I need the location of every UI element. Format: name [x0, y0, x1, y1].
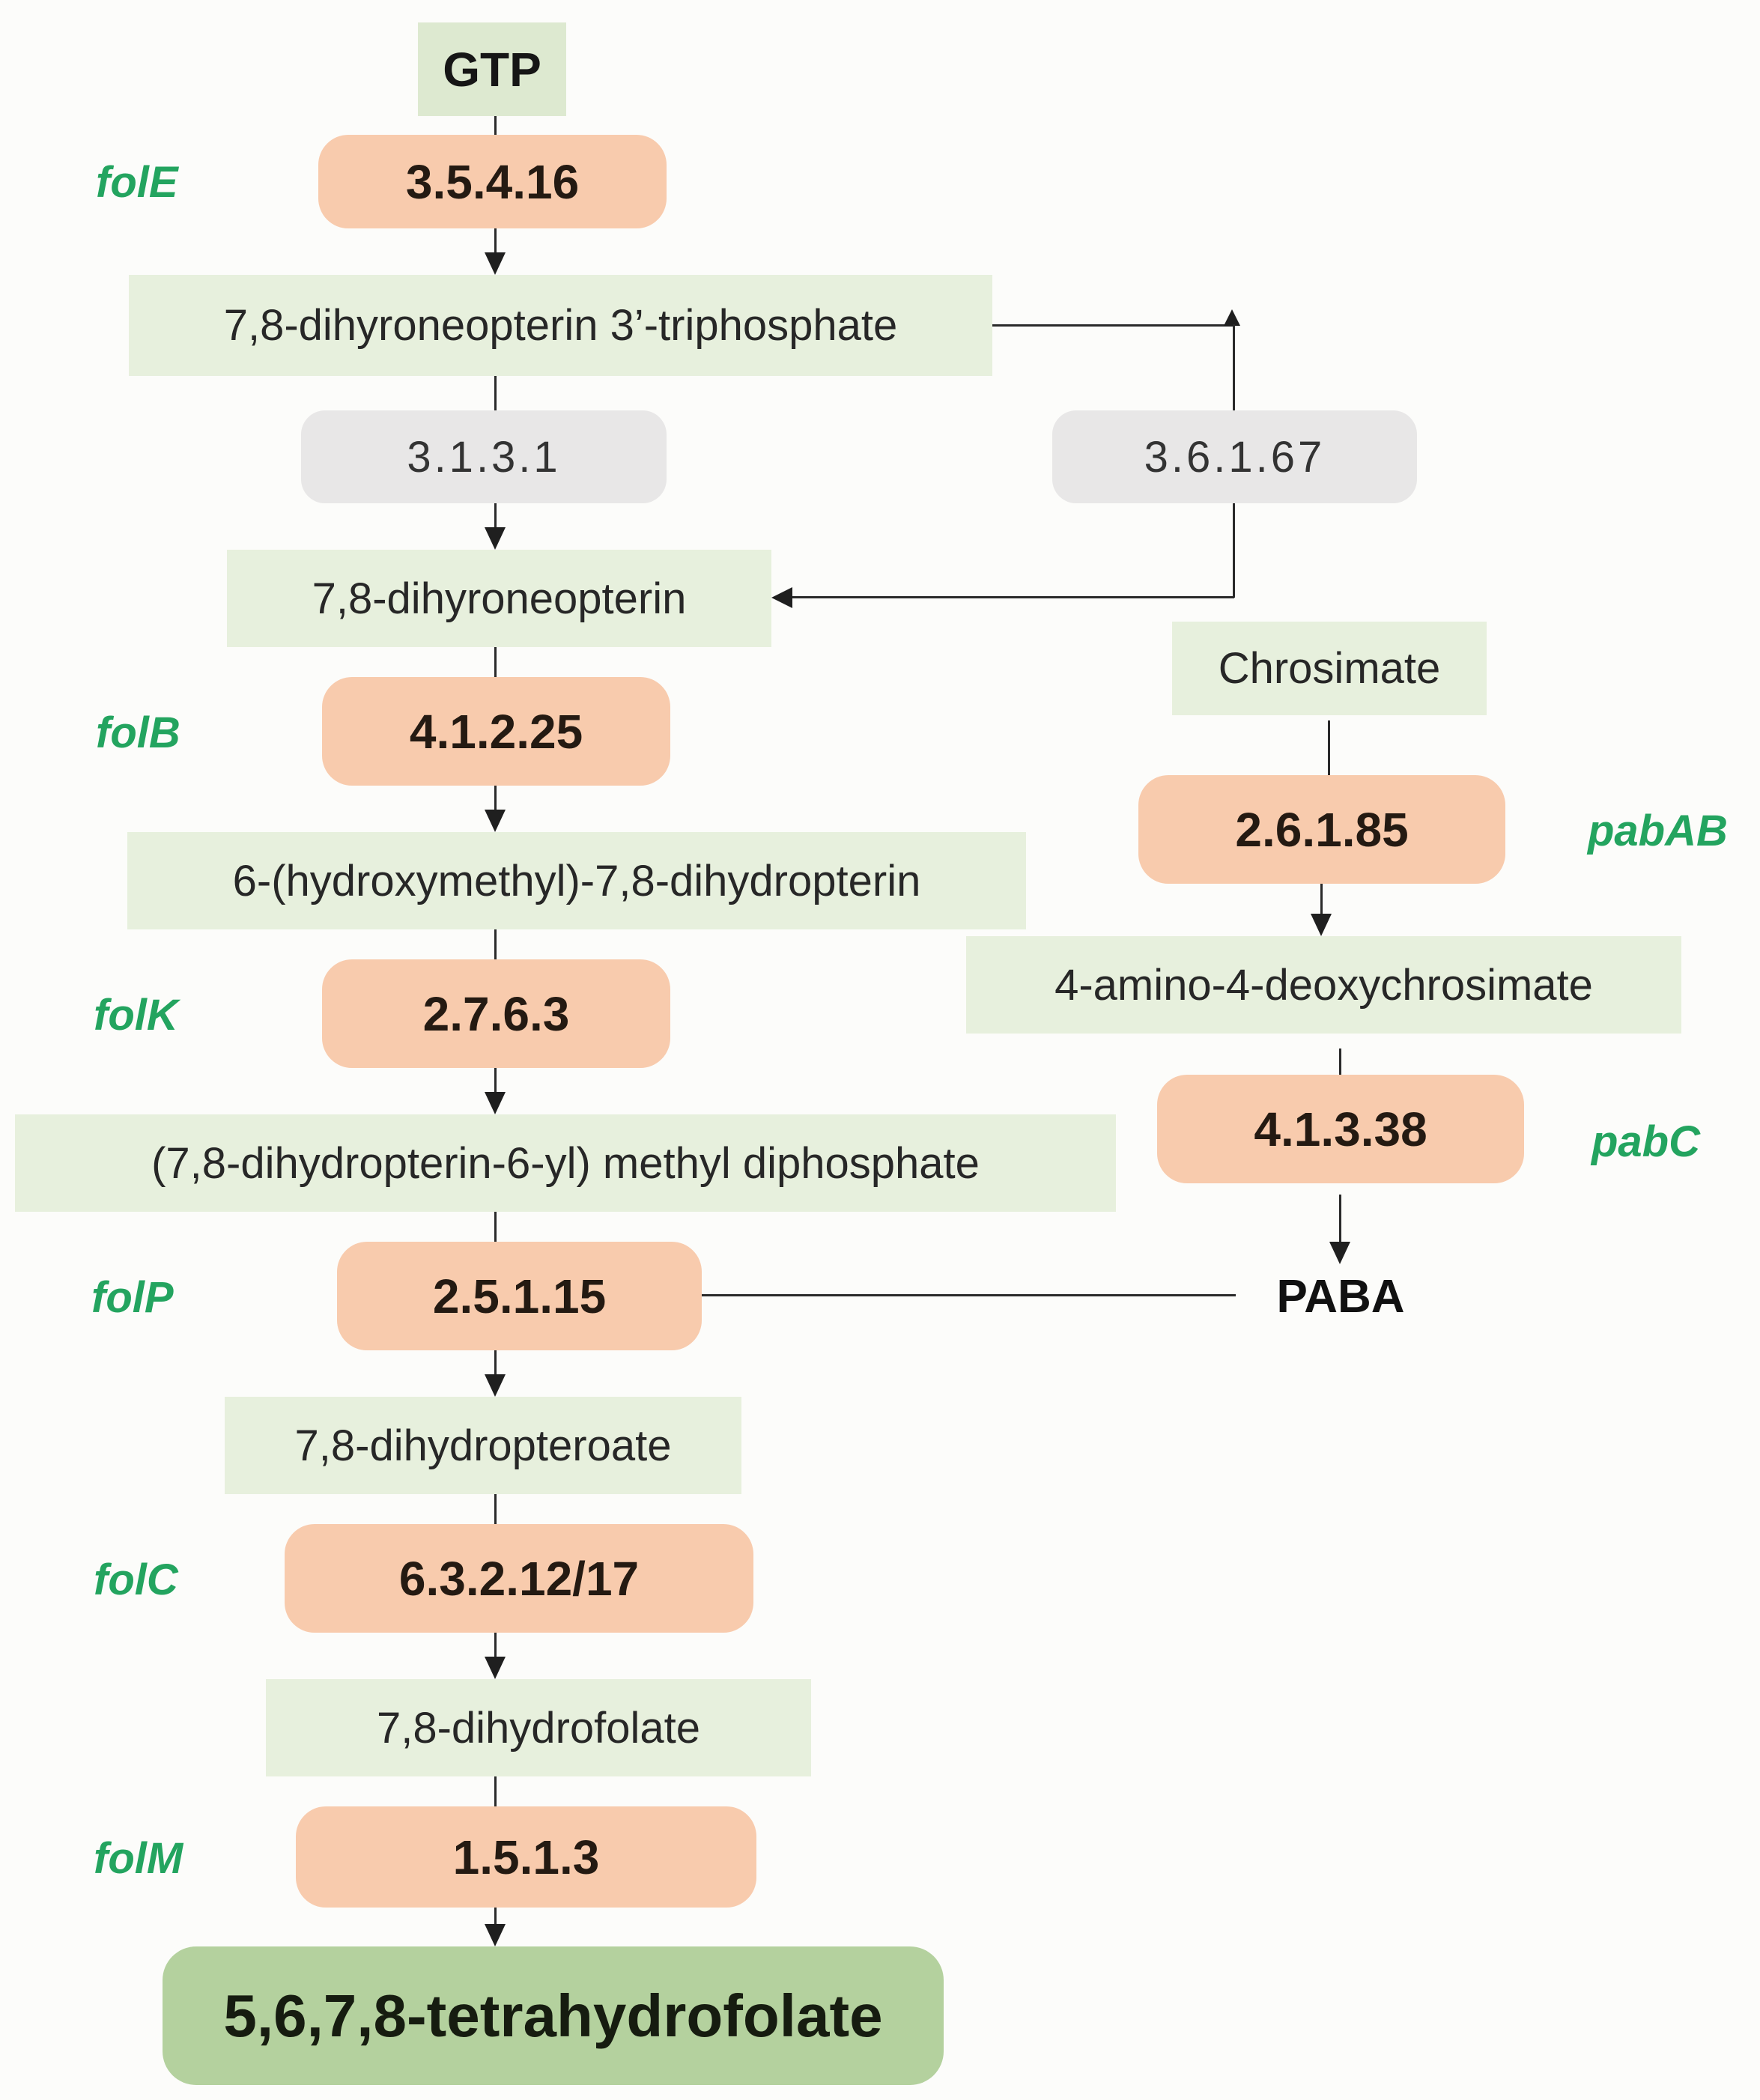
arrow-ec3-5-4-16-to-dhntp — [494, 228, 497, 255]
arrowhead-left-icon — [771, 587, 792, 608]
line-hmdhp-to-ec2-7-6-3 — [494, 929, 497, 959]
line-dhf-to-ec1-5-1-3 — [494, 1776, 497, 1806]
arrowhead-down-icon — [485, 252, 506, 275]
connector-ec3-6-1-67-to-dhn-horizontal — [792, 596, 1234, 598]
arrowhead-down-icon — [485, 1092, 506, 1114]
metabolite-tetrahydrofolate: 5,6,7,8-tetrahydrofolate — [163, 1946, 944, 2085]
gene-label-folK: folK — [94, 991, 178, 1040]
metabolite-chrosimate: Chrosimate — [1172, 622, 1487, 715]
gene-label-folM: folM — [94, 1834, 183, 1883]
gene-label-pabC: pabC — [1591, 1117, 1700, 1166]
arrow-ec2-6-1-85-to-adc — [1320, 884, 1323, 916]
arrowhead-down-icon — [485, 527, 506, 550]
connector-ec3-6-1-67-to-dhn-vertical — [1233, 503, 1235, 598]
gene-label-folB: folB — [96, 708, 180, 757]
arrow-ec4-1-3-38-to-paba — [1339, 1195, 1341, 1244]
enzyme-ec-2-6-1-85: 2.6.1.85 — [1138, 775, 1505, 884]
connector-paba-to-ec2-5-1-15 — [702, 1294, 1236, 1296]
metabolite-amino-deoxychrosimate: 4-amino-4-deoxychrosimate — [966, 936, 1681, 1034]
arrowhead-down-icon — [485, 1924, 506, 1946]
gene-label-pabAB: pabAB — [1588, 807, 1728, 855]
arrowhead-up-icon — [1224, 309, 1240, 326]
metabolite-paba: PABA — [1276, 1270, 1405, 1323]
arrowhead-down-icon — [485, 810, 506, 832]
line-dhp-to-ec6-3-2-12-17 — [494, 1494, 497, 1524]
metabolite-hydroxymethyl-dihydropterin: 6-(hydroxymethyl)-7,8-dihydropterin — [127, 832, 1026, 929]
metabolite-dihydrofolate: 7,8-dihydrofolate — [266, 1679, 811, 1776]
metabolite-dihydropteroate: 7,8-dihydropteroate — [225, 1397, 741, 1494]
enzyme-ec-3-5-4-16: 3.5.4.16 — [318, 135, 667, 228]
enzyme-ec-4-1-3-38: 4.1.3.38 — [1157, 1075, 1524, 1183]
line-dhpmd-to-ec2-5-1-15 — [494, 1212, 497, 1242]
arrow-ec6-3-2-12-17-to-dhf — [494, 1633, 497, 1659]
connector-dhntp-to-ec3-6-1-67-vertical — [1233, 324, 1235, 410]
line-adc-to-ec4-1-3-38 — [1339, 1049, 1341, 1075]
arrowhead-down-icon — [485, 1374, 506, 1397]
gene-label-folC: folC — [94, 1556, 178, 1604]
enzyme-ec-2-5-1-15: 2.5.1.15 — [337, 1242, 702, 1350]
gene-label-folE: folE — [96, 158, 178, 207]
enzyme-ec-3-1-3-1: 3.1.3.1 — [301, 410, 667, 503]
metabolite-dihyroneopterin-triphosphate: 7,8-dihyroneopterin 3’-triphosphate — [129, 275, 992, 376]
arrow-ec2-7-6-3-to-dhpmd — [494, 1068, 497, 1094]
gene-label-folP: folP — [91, 1273, 174, 1322]
enzyme-ec-1-5-1-3: 1.5.1.3 — [296, 1806, 756, 1908]
line-dhn-to-ec4-1-2-25 — [494, 647, 497, 677]
metabolite-gtp: GTP — [418, 22, 566, 116]
connector-dhntp-to-ec3-6-1-67-horizontal — [992, 324, 1233, 327]
arrow-ec2-5-1-15-to-dhp — [494, 1350, 497, 1377]
line-dhntp-to-ec3-1-3-1 — [494, 376, 497, 410]
enzyme-ec-6-3-2-12-17: 6.3.2.12/17 — [285, 1524, 753, 1633]
arrowhead-down-icon — [1329, 1242, 1350, 1264]
metabolite-dihydropterin-methyl-diphosphate: (7,8-dihydropterin-6-yl) methyl diphosphate — [15, 1114, 1116, 1212]
enzyme-ec-2-7-6-3: 2.7.6.3 — [322, 959, 670, 1068]
metabolite-dihyroneopterin: 7,8-dihyroneopterin — [227, 550, 771, 647]
arrowhead-down-icon — [1311, 914, 1332, 936]
enzyme-ec-4-1-2-25: 4.1.2.25 — [322, 677, 670, 786]
line-gtp-to-ec3-5-4-16 — [494, 116, 497, 135]
arrow-ec4-1-2-25-to-hmdhp — [494, 786, 497, 812]
arrow-ec3-1-3-1-to-dhn — [494, 503, 497, 529]
arrowhead-down-icon — [485, 1657, 506, 1679]
line-chrosimate-to-ec2-6-1-85 — [1328, 720, 1330, 775]
enzyme-ec-3-6-1-67: 3.6.1.67 — [1052, 410, 1417, 503]
